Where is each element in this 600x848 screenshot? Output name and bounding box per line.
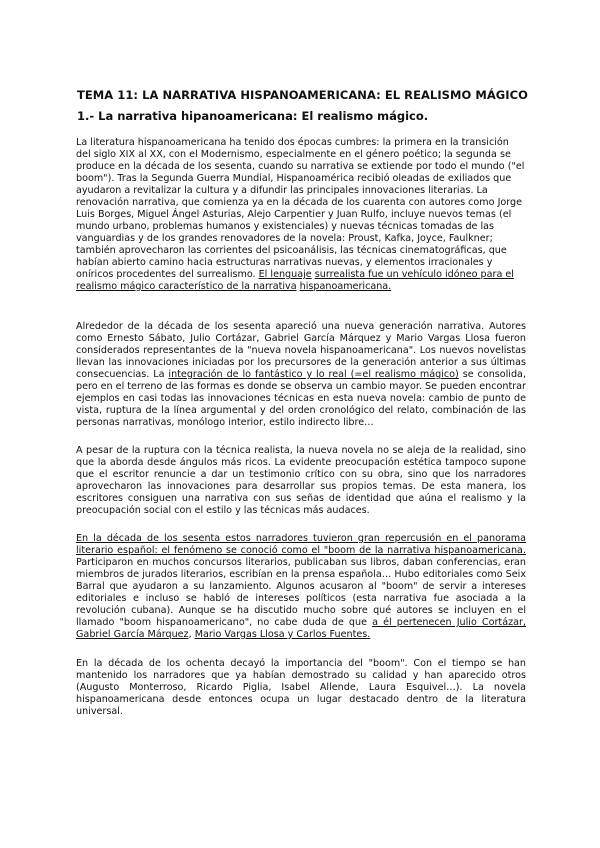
underlined-text: surrealista fue un vehículo idóneo para el realismo mágico característico de la narrativa bbox=[76, 269, 514, 292]
paragraph-new-generation bbox=[76, 321, 526, 429]
underlined-text: El lenguaje bbox=[258, 269, 312, 280]
paragraph-literary-context bbox=[76, 137, 526, 293]
underlined-text: En la década de los sesenta estos narradores tuvieron gran repercusión en el panorama literario español: el fenómeno se conoció como el "boom de la narrativa hispanoamericana. bbox=[76, 533, 526, 556]
paragraph-text: , bbox=[188, 629, 195, 640]
paragraph-boom bbox=[76, 533, 526, 641]
paragraph-text: se consolida, pero en el terreno de las formas es donde se observa un cambio mayor. Se pueden encontrar ejemplos en casi todas las innovaciones técnicas en esta nueva novela: cambio de punto de vista, ruptura de la línea argumental y del orden cronológico del relato, combinación de las personas narrativas, monólogo interior, estilo indirecto libre… bbox=[76, 369, 526, 428]
section-heading: 1.- La narrativa hipanoamericana: El realismo mágico. bbox=[77, 109, 429, 123]
paragraph-text: La literatura hispanoamericana ha tenido dos épocas cumbres: la primera en la transición del siglo XIX al XX, con el Modernismo, especialmente en el género poético; la segunda se produce en la década de los sesenta, cuando su narrativa se extiende por todo el mundo ("el boom"). Tras la Segunda Guerra Mundial, Hispanoamérica recibió oleadas de exiliados que ayudaron a revitalizar la cultura y a difundir las principales innovaciones literarias. La renovación narrativa, que comienza ya en la década de los cuarenta con autores como Jorge Luis Borges, Miguel Ángel Asturias, Alejo Carpentier y Juan Rulfo, incluye nuevos temas (el mundo urbano, problemas humanos y existenciales) y nuevas técnicas tomadas de las vanguardias y de los grandes renovadores de la novela: Proust, Kafka, Joyce, Faulkner; también aprovecharon las corrientes del psicoanálisis, las técnicas cinematográficas, que habían abierto camino hacia estructuras narrativas nuevas, y elementos irracionales y oníricos procedentes del surrealismo. bbox=[76, 137, 525, 280]
paragraph-text: A pesar de la ruptura con la técnica realista, la nueva novela no se aleja de la realidad, sino que la aborda desde ángulos más ricos. La evidente preocupación estética tampoco supone que el escritor renuncie a dar un testimonio crítico con su obra, sino que los narradores aprovecharon las innovaciones para desarrollar sus propios temas. De esta manera, los escritores consiguen una narrativa con sus señas de identidad que aúna el realismo y la preocupación social con el estilo y las técnicas más audaces. bbox=[76, 445, 526, 516]
paragraph-text: Alrededor de la década de los sesenta apareció una nueva generación narrativa. Autores como Ernesto Sábato, Julio Cortázar, Gabriel García Márquez y Mario Vargas Llosa fueron considerados representantes de la "nueva novela hispanoamericana". Los nuevos novelistas llevan las innovaciones iniciadas por los precursores de la generación anterior a sus últimas consecuencias. La bbox=[76, 321, 526, 380]
paragraph-text: Participaron en muchos concursos literarios, publicaban sus libros, daban conferencias, eran miembros de jurados literarios, escribían en la prensa española… Hubo editoriales como Seix Barral que ayudaron a su lanzamiento. Algunos acusaron al "boom" de servir a intereses editoriales e incluso se habló de intereses políticos (esta narrativa fue asociada a la revolución cubana). Aunque se ha discutido mucho sobre qué autores se incluyen en el llamado "boom hispanoamericano", no cabe duda de que bbox=[76, 557, 526, 628]
underlined-text: a él pertenecen Julio Cortázar, Gabriel García Márquez bbox=[76, 617, 526, 640]
underlined-text: integración de lo fantástico y lo real (=el realismo mágico) bbox=[168, 369, 459, 380]
paragraph-eighties bbox=[76, 658, 526, 718]
document-title: TEMA 11: LA NARRATIVA HISPANOAMERICANA: EL REALISMO MÁGICO bbox=[77, 88, 528, 102]
paragraph-realism bbox=[76, 445, 526, 517]
paragraph-text: En la década de los ochenta decayó la importancia del "boom". Con el tiempo se han mantenido los narradores que ya habían demostrado su calidad y han aparecido otros (Augusto Monterroso, Ricardo Piglia, Isabel Allende, Laura Esquivel…). La novela hispanoamericana desde entonces ocupa un lugar destacado dentro de la literatura universal. bbox=[76, 658, 526, 717]
underlined-text: hispanoamericana. bbox=[299, 281, 392, 292]
underlined-text: Mario Vargas Llosa y Carlos Fuentes. bbox=[194, 629, 371, 640]
